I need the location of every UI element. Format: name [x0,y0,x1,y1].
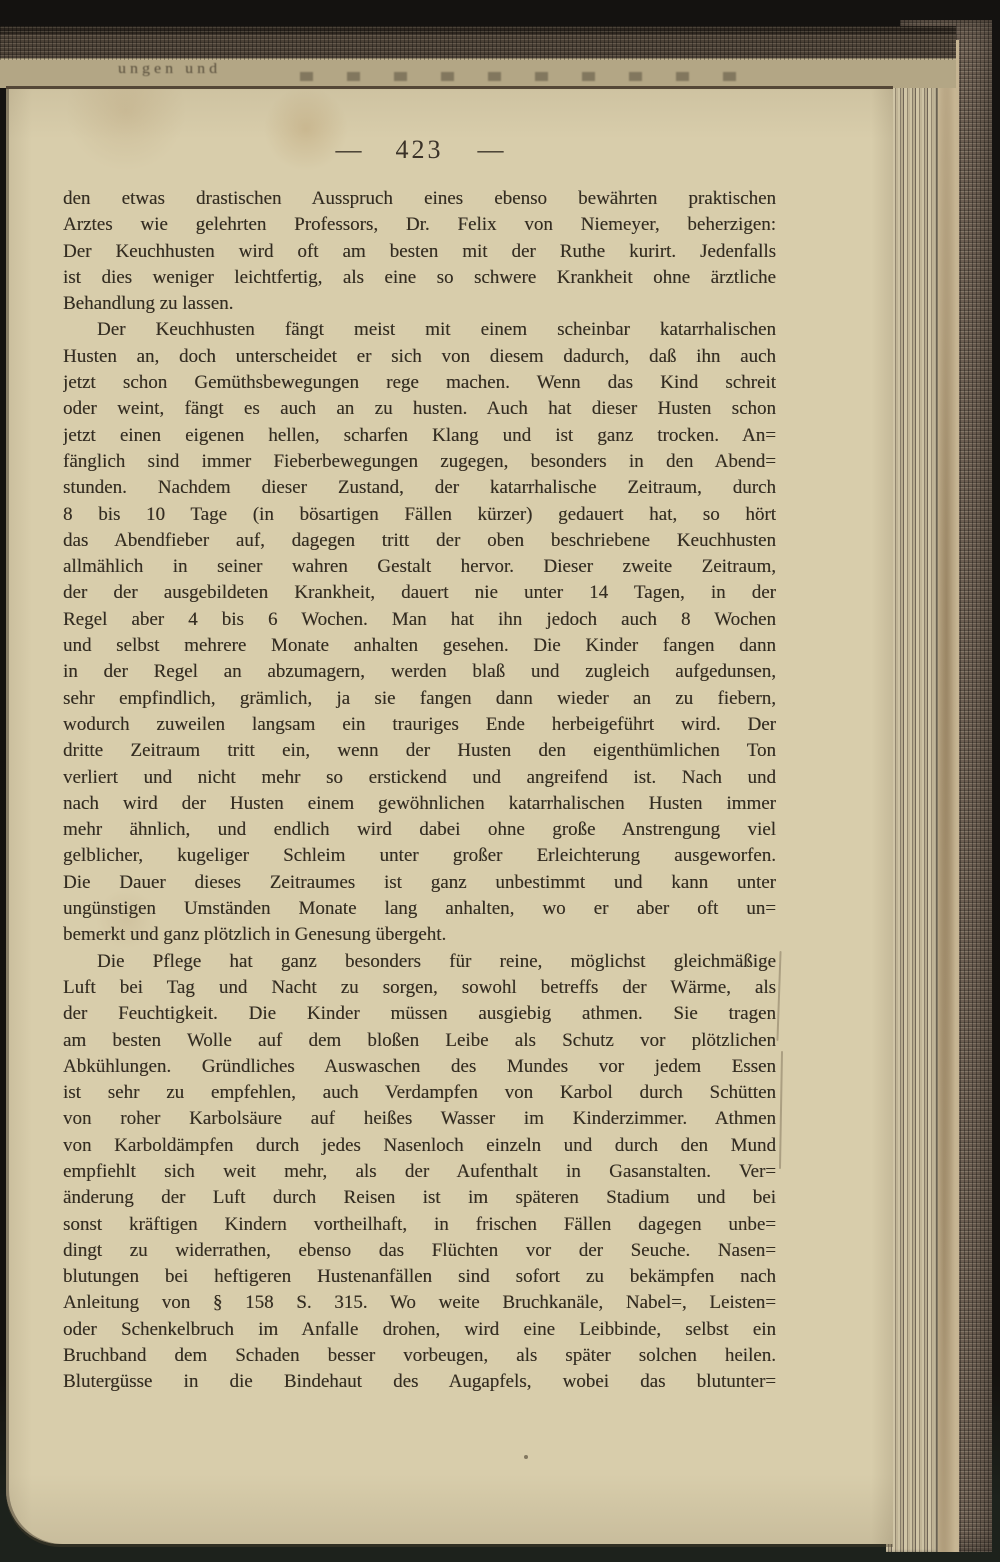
text-line: Behandlung zu lassen. [63,293,234,315]
text-line: jetzt schon Gemüthsbewegungen rege machen. Wenn das Kind schreit [63,372,776,394]
text-line: sonst kräftigen Kindern vortheilhaft, in frischen Fällen dagegen unbe= [63,1213,776,1235]
text-line: Der Keuchhusten fängt meist mit einem scheinbar katarrhalischen [97,319,776,341]
text-line: nach wird der Husten einem gewöhnlichen katarrhalischen Husten immer [63,792,776,814]
text-line: oder weint, fängt es auch an zu husten. Auch hat dieser Husten schon [63,398,776,420]
page-number: 423 [395,135,444,164]
adjacent-page-text-smudges [300,72,770,81]
text-line: empfiehlt sich weit mehr, als der Aufenthalt in Gasanstalten. Ver= [63,1160,776,1182]
ink-speck [524,1455,528,1459]
text-line: sehr empfindlich, grämlich, ja sie fangen dann wieder an zu fiebern, [63,687,776,709]
text-line: Arztes wie gelehrten Professors, Dr. Felix von Niemeyer, beherzigen: [63,214,776,236]
text-line: den etwas drastischen Ausspruch eines ebenso bewährten praktischen [63,188,776,209]
scanned-book-page [6,86,893,1544]
text-line: dritte Zeitraum tritt ein, wenn der Husten den eigenthümlichen Ton [63,740,776,762]
header-dash-left: — [335,135,362,164]
text-line: ist sehr zu empfehlen, auch Verdampfen von Karbol durch Schütten [63,1082,776,1104]
margin-pencil-mark [776,951,781,1041]
text-line: der der ausgebildeten Krankheit, dauert nie unter 14 Tagen, in der [63,582,776,604]
text-line: das Abendfieber auf, dagegen tritt der oben beschriebene Keuchhusten [63,529,776,551]
text-line: blutungen bei heftigeren Hustenanfällen sind sofort zu bekämpfen nach [63,1266,776,1288]
page-header [63,135,776,165]
adjacent-page-text-remnant: ungen und [118,61,222,77]
text-line: oder Schenkelbruch im Anfalle drohen, wird eine Leibbinde, selbst ein [63,1318,776,1340]
text-line: änderung der Luft durch Reisen ist im späteren Stadium und bei [63,1187,776,1209]
header-dash-right: — [477,135,504,164]
text-line: wodurch zuweilen langsam ein trauriges Ende herbeigeführt wird. Der [63,713,776,735]
text-line: Der Keuchhusten wird oft am besten mit der Ruthe kurirt. Jedenfalls [63,240,776,262]
text-line: Die Pflege hat ganz besonders für reine, möglichst gleichmäßige [97,950,776,972]
text-line: 8 bis 10 Tage (in bösartigen Fällen kürzer) gedauert hat, so hört [63,503,776,525]
text-line: von Karboldämpfen durch jedes Nasenloch einzeln und durch den Mund [63,1134,776,1156]
text-line: dingt zu widerrathen, ebenso das Flüchten vor der Seuche. Nasen= [63,1239,776,1261]
text-line: in der Regel an abzumagern, werden blaß und zugleich aufgedunsen, [63,661,776,683]
text-line: ungünstigen Umständen Monate lang anhalten, wo er aber oft un= [63,898,776,920]
text-line: allmählich in seiner wahren Gestalt hervor. Dieser zweite Zeitraum, [63,556,776,578]
text-line: ist dies weniger leichtfertig, als eine so schwere Krankheit ohne ärztliche [63,266,776,288]
text-line: bemerkt und ganz plötzlich in Genesung übergeht. [63,924,447,946]
text-line: Regel aber 4 bis 6 Wochen. Man hat ihn jedoch auch 8 Wochen [63,608,776,630]
top-page-edge-band [0,26,956,88]
text-line: gelblicher, kugeliger Schleim unter großer Erleichterung ausgeworfen. [63,845,776,867]
text-line: Luft bei Tag und Nacht zu sorgen, sowohl betreffs der Wärme, als [63,976,776,998]
text-line: am besten Wolle auf dem bloßen Leibe als Schutz vor plötzlichen [63,1029,776,1051]
body-text [63,186,776,1396]
text-line: Die Dauer dieses Zeitraumes ist ganz unbestimmt und kann unter [63,871,776,893]
text-line: stunden. Nachdem dieser Zustand, der katarrhalische Zeitraum, durch [63,477,776,499]
text-line: Bruchband dem Schaden besser vorbeugen, als später solchen heilen. [63,1345,776,1367]
text-line: und selbst mehrere Monate anhalten gesehen. Die Kinder fangen dann [63,635,776,657]
stacked-page-edges [886,36,938,1552]
margin-pencil-mark [779,1051,783,1169]
text-line: mehr ähnlich, und endlich wird dabei ohne große Anstrengung viel [63,819,776,841]
text-line: Husten an, doch unterscheidet er sich von diesem dadurch, daß ihn auch [63,345,776,367]
cloth-weave-texture [0,26,956,60]
text-line: jetzt einen eigenen hellen, scharfen Klang und ist ganz trocken. An= [63,424,776,446]
text-line: von roher Karbolsäure auf heißes Wasser im Kinderzimmer. Athmen [63,1108,776,1130]
text-line: verliert und nicht mehr so erstickend und angreifend ist. Nach und [63,766,776,788]
text-line: Abkühlungen. Gründliches Auswaschen des Mundes vor jedem Essen [63,1055,776,1077]
text-line: Blutergüsse in die Bindehaut des Augapfels, wobei das blutunter= [63,1371,776,1393]
text-line: fänglich sind immer Fieberbewegungen zugegen, besonders in den Abend= [63,450,776,472]
text-line: Anleitung von § 158 S. 315. Wo weite Bruchkanäle, Nabel=, Leisten= [63,1292,776,1314]
text-line: der Feuchtigkeit. Die Kinder müssen ausgiebig athmen. Sie tragen [63,1003,776,1025]
